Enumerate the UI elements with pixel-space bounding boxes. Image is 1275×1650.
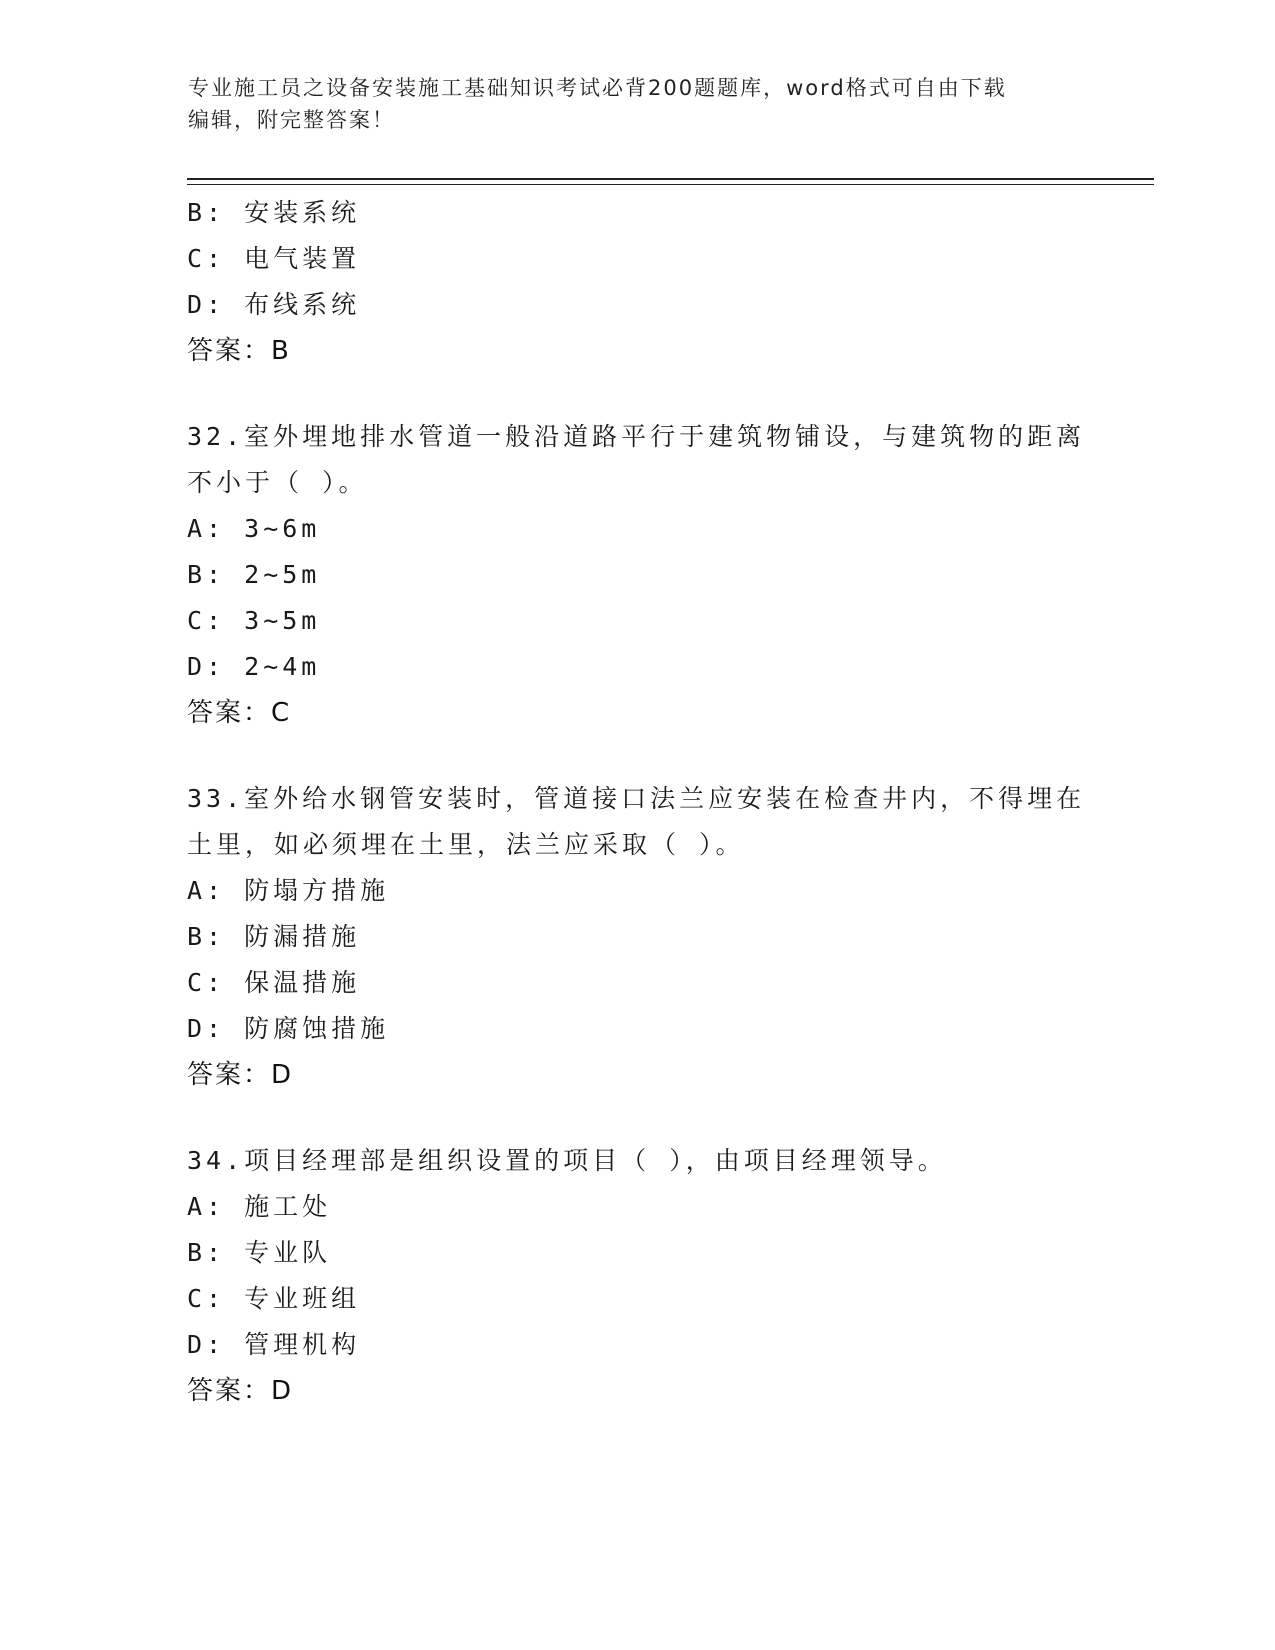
option-c: C: 3~5m <box>187 606 321 635</box>
spacer <box>187 736 1087 776</box>
option-a: A: 3~6m <box>187 514 321 543</box>
question-text-line-2: 土里，如必须埋在土里，法兰应采取（ ）。 <box>187 830 745 859</box>
header-rule-thin <box>187 184 1154 185</box>
question-text-line-2: 不小于（ ）。 <box>187 468 368 497</box>
question-text-line-1: 33.室外给水钢管安装时，管道接口法兰应安装在检查井内，不得埋在 <box>187 784 1086 813</box>
option-b: B: 防漏措施 <box>187 922 361 951</box>
spacer <box>187 374 1087 414</box>
option-c: C: 电气装置 <box>187 244 361 273</box>
option-d: D: 布线系统 <box>187 290 361 319</box>
option-b: B: 专业队 <box>187 1238 332 1267</box>
question-32 <box>187 414 1087 736</box>
option-b: B: 安装系统 <box>187 198 361 227</box>
answer-line: 答案：D <box>187 1376 294 1406</box>
option-a: A: 防塌方措施 <box>187 876 390 905</box>
answer-line: 答案：D <box>187 1060 294 1090</box>
option-a: A: 施工处 <box>187 1192 332 1221</box>
question-text-line-1: 34.项目经理部是组织设置的项目（ ），由项目经理领导。 <box>187 1146 947 1175</box>
option-c: C: 保温措施 <box>187 968 361 997</box>
option-c: C: 专业班组 <box>187 1284 361 1313</box>
option-d: D: 防腐蚀措施 <box>187 1014 390 1043</box>
document-body <box>187 190 1087 1414</box>
question-34 <box>187 1138 1087 1414</box>
header-title-line-2: 编辑，附完整答案！ <box>188 108 395 132</box>
answer-line: 答案：C <box>187 698 292 728</box>
answer-line: 答案：B <box>187 336 291 366</box>
option-b: B: 2~5m <box>187 560 321 589</box>
header-title-line-1: 专业施工员之设备安装施工基础知识考试必背200题题库，word格式可自由下载 <box>188 76 1007 100</box>
spacer <box>187 1098 1087 1138</box>
option-d: D: 管理机构 <box>187 1330 361 1359</box>
question-text-line-1: 32.室外埋地排水管道一般沿道路平行于建筑物铺设，与建筑物的距离 <box>187 422 1086 451</box>
document-header <box>188 72 1088 136</box>
question-33 <box>187 776 1087 1098</box>
option-d: D: 2~4m <box>187 652 321 681</box>
question-31-continuation <box>187 190 1087 374</box>
header-rule-thick <box>187 178 1154 180</box>
